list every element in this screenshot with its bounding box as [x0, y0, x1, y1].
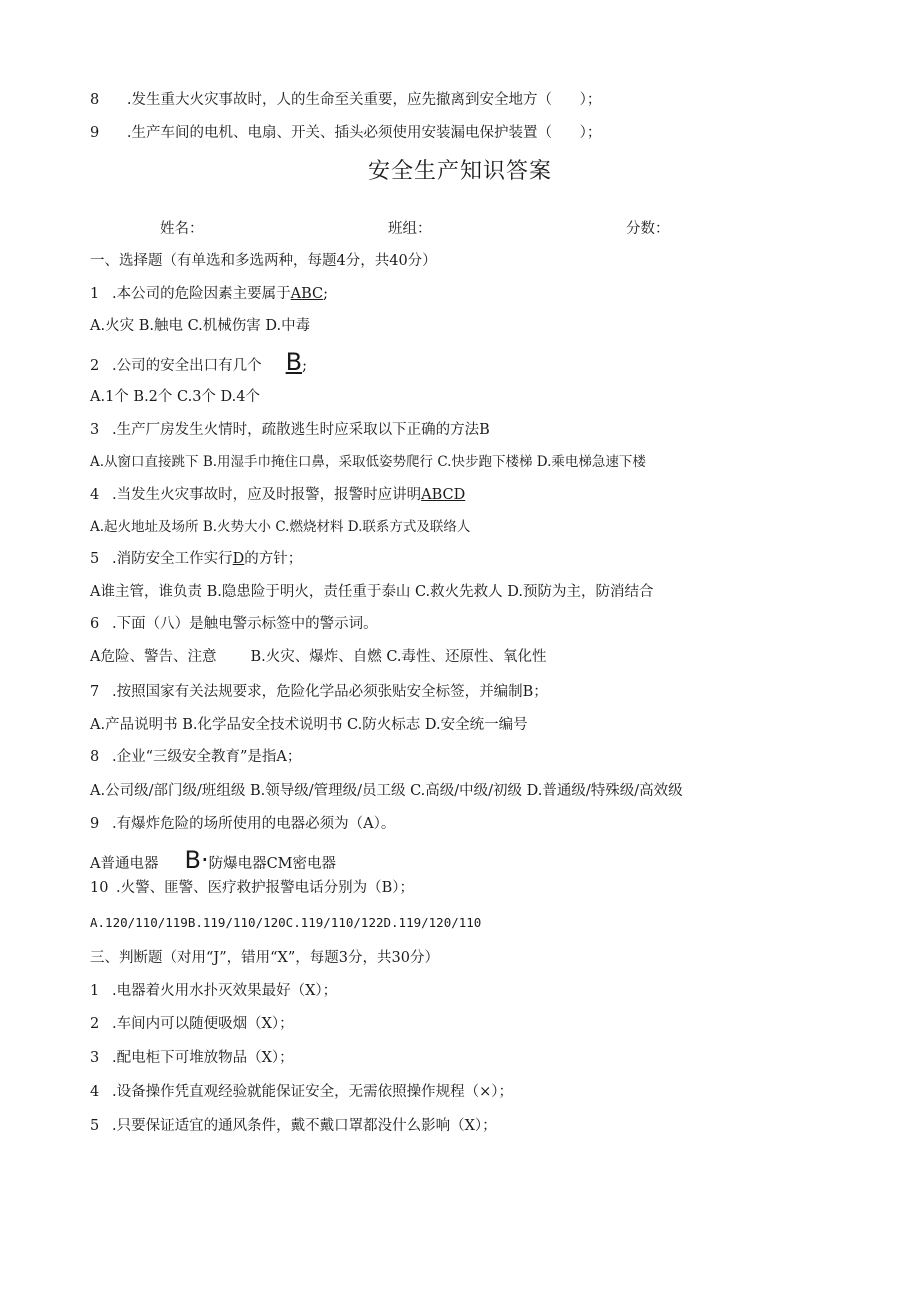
- s3-question-2: 2 .车间内可以随便吸烟（X）；: [90, 1016, 294, 1032]
- s1-options-7: A.产品说明书 B.化学品安全技术说明书 C.防火标志 D.安全统一编号: [90, 717, 528, 733]
- answer: D: [232, 551, 245, 567]
- answer: ABC: [290, 286, 324, 302]
- class-label: 班组：: [388, 221, 432, 237]
- prev-question-8: 8 .发生重大火灾事故时，人的生命至关重要，应先撤离到安全地方（ ）；: [90, 92, 602, 108]
- s3-question-5: 5 .只要保证适宜的通风条件，戴不戴口罩都没什么影响（X）；: [90, 1118, 497, 1134]
- s1-options-6: A危险、警告、注意 B.火灾、爆炸、自燃 C.毒性、还原性、氧化性: [90, 649, 547, 665]
- s3-question-4: 4 .设备操作凭直观经验就能保证安全，无需依照操作规程（×）；: [90, 1084, 514, 1100]
- s1-question-3: 3 .生产厂房发生火情时，疏散逃生时应采取以下正确的方法B: [90, 422, 490, 438]
- answer: B: [285, 348, 303, 376]
- s1-options-2: A.1个 B.2个 C.3个 D.4个: [90, 389, 260, 405]
- name-label: 姓名：: [160, 221, 204, 237]
- s1-question-5: 5 .消防安全工作实行D的方针；: [90, 551, 303, 567]
- s1-question-6: 6 .下面（八）是触电警示标签中的警示词。: [90, 616, 378, 632]
- answer: ABCD: [421, 487, 466, 503]
- s1-question-4: 4 .当发生火灾事故时，应及时报警，报警时应讲明ABCD: [90, 487, 466, 503]
- section1-heading: 一、选择题（有单选和多选两种，每题4分，共40分）: [90, 253, 437, 269]
- s1-question-10: 10 .火警、匪警、医疗救护报警电话分别为（B）；: [90, 880, 415, 896]
- s3-question-3: 3 .配电柜下可堆放物品（X）；: [90, 1050, 294, 1066]
- prev-question-9: 9 .生产车间的电机、电扇、开关、插头必须使用安装漏电保护装置（ ）；: [90, 125, 602, 141]
- s1-question-8: 8 .企业“三级安全教育”是指A；: [90, 749, 302, 765]
- s1-options-10: A.120/110/119B.119/110/120C.119/110/122D.119/120/110: [90, 915, 482, 930]
- s1-options-8: A.公司级/部门级/班组级 B.领导级/管理级/员工级 C.高级/中级/初级 D.普通级/特殊级/高效级: [90, 783, 683, 799]
- s1-question-2: 2 .公司的安全出口有几个 B;: [90, 348, 307, 376]
- s1-question-1: 1 .本公司的危险因素主要属于ABC;: [90, 286, 328, 302]
- s1-question-7: 7 .按照国家有关法规要求，危险化学品必须张贴安全标签，并编制B；: [90, 684, 548, 700]
- score-label: 分数：: [626, 221, 670, 237]
- section3-heading: 三、判断题（对用“J”，错用“X”，每题3分，共30分）: [90, 950, 439, 966]
- s1-question-9: 9 .有爆炸危险的场所使用的电器必须为（A）。: [90, 816, 396, 832]
- s1-options-1: A.火灾 B.触电 C.机械伤害 D.中毒: [90, 318, 311, 334]
- s1-options-4: A.起火地址及场所 B.火势大小 C.燃烧材料 D.联系方式及联络人: [90, 519, 471, 535]
- s1-options-9: A普通电器 B·防爆电器CM密电器: [90, 846, 337, 874]
- s3-question-1: 1 .电器着火用水扑灭效果最好（X）；: [90, 983, 338, 999]
- s1-options-3: A.从窗口直接跳下 B.用湿手巾掩住口鼻，采取低姿势爬行 C.快步跑下楼梯 D.乘电梯急速下楼: [90, 454, 646, 470]
- page-title: 安全生产知识答案: [367, 159, 552, 184]
- s1-options-5: A谁主管，谁负责 B.隐患险于明火，责任重于泰山 C.救火先救人 D.预防为主，防消结合: [90, 584, 654, 600]
